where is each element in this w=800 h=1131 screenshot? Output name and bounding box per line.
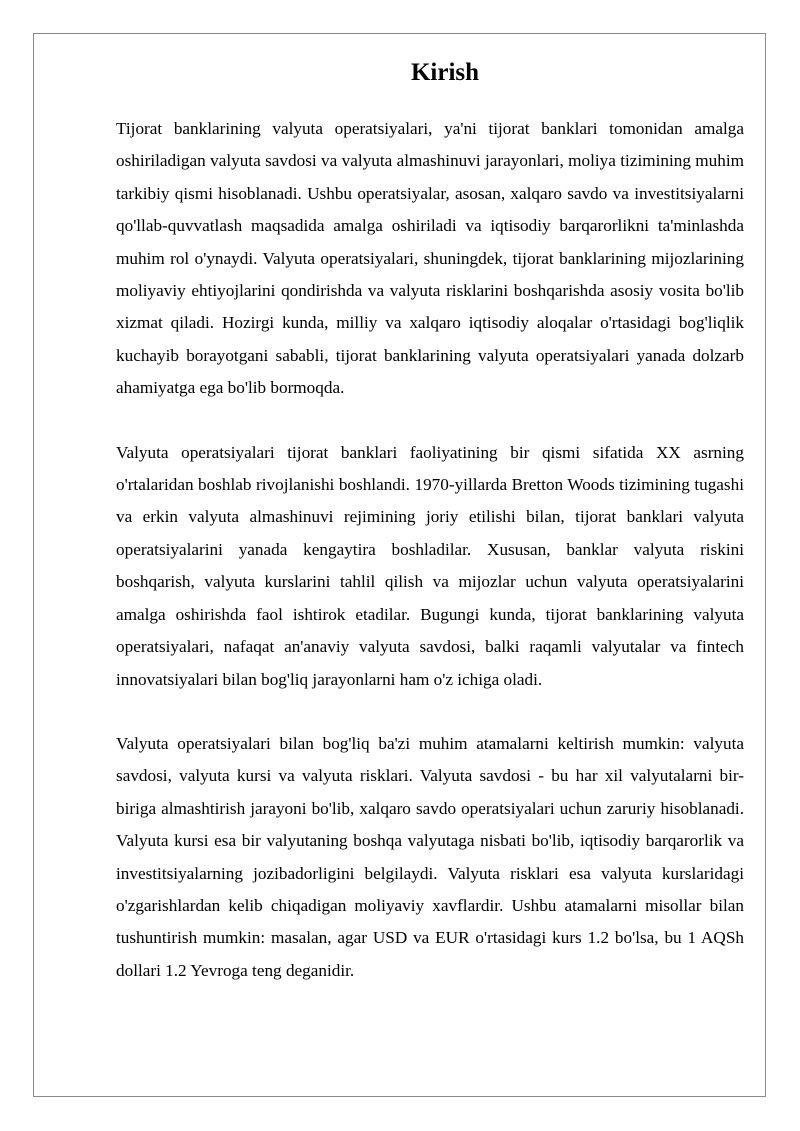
- page-title: Kirish: [410, 59, 480, 86]
- paragraph-3: Valyuta operatsiyalari bilan bog'liq ba'zi muhim atamalarni keltirish mumkin: valyuta savdosi, valyuta kursi va valyuta risklari. Valyuta savdosi - bu har xil valyutalarni bir-biriga almashtirish jarayoni bo'lib, xalqaro savdo operatsiyalari uchun zaruriy hisoblanadi. Valyuta kursi esa bir valyutaning boshqa valyutaga nisbati bo'lib, iqtisodiy barqarorlik va investitsiyalarning jozibadorligini belgilaydi. Valyuta risklari esa valyuta kurslaridagi o'zgarishlardan kelib chiqadigan moliyaviy xavflardir. Ushbu atamalarni misollar bilan tushuntirish mumkin: masalan, agar USD va EUR o'rtasidagi kurs 1.2 bo'lsa, bu 1 AQSh dollari 1.2 Yevroga teng deganidir.: [116, 733, 744, 980]
- page-content: [116, 58, 744, 987]
- paragraph-2: Valyuta operatsiyalari tijorat banklari faoliyatining bir qismi sifatida XX asrning o'rtalaridan boshlab rivojlanishi boshlandi. 1970-yillarda Bretton Woods tizimining tugashi va erkin valyuta almashinuvi rejimining joriy etilishi bilan, tijorat banklari valyuta operatsiyalarini yanada kengaytira boshladilar. Xususan, banklar valyuta riskini boshqarish, valyuta kurslarini tahlil qilish va mijozlar uchun valyuta operatsiyalarini amalga oshirishda faol ishtirok etadilar. Bugungi kunda, tijorat banklarining valyuta operatsiyalari, nafaqat an'anaviy valyuta savdosi, balki raqamli valyutalar va fintech innovatsiyalari bilan bog'liq jarayonlarni ham o'z ichiga oladi.: [116, 442, 744, 689]
- document-page: [33, 33, 766, 1097]
- paragraph-1: Tijorat banklarining valyuta operatsiyalari, ya'ni tijorat banklari tomonidan amalga oshiriladigan valyuta savdosi va valyuta almashinuvi jarayonlari, moliya tizimining muhim tarkibiy qismi hisoblanadi. Ushbu operatsiyalar, asosan, xalqaro savdo va investitsiyalarni qo'llab-quvvatlash maqsadida amalga oshiriladi va iqtisodiy barqarorlikni ta'minlashda muhim rol o'ynaydi. Valyuta operatsiyalari, shuningdek, tijorat banklarining mijozlarining moliyaviy ehtiyojlarini qondirishda va valyuta risklarini boshqarishda asosiy vosita bo'lib xizmat qiladi. Hozirgi kunda, milliy va xalqaro iqtisodiy aloqalar o'rtasidagi bog'liqlik kuchayib borayotgani sababli, tijorat banklarining valyuta operatsiyalari yanada dolzarb ahamiyatga ega bo'lib bormoqda.: [116, 119, 744, 398]
